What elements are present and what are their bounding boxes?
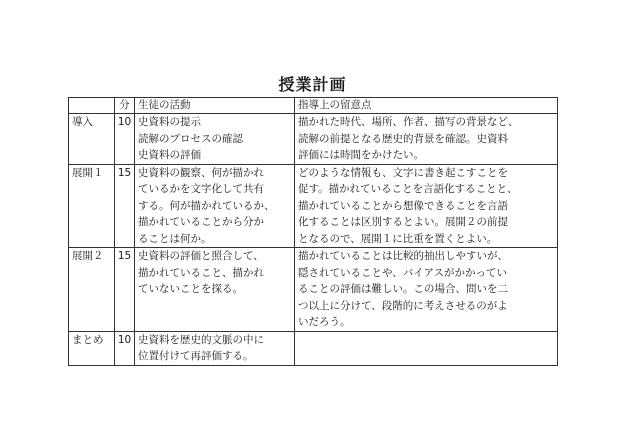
notes-line: 化することは区別するとよい。展開２の前提 bbox=[298, 216, 508, 228]
notes-line: 描かれていることは比較的抽出しやすいが、 bbox=[298, 250, 508, 262]
header-activity: 生徒の活動 bbox=[135, 98, 295, 114]
activity-line: 位置付けて再評価する。 bbox=[138, 350, 254, 362]
activity-line: 史資料の提示 bbox=[138, 116, 201, 128]
notes-line: となるので、展開１に比重を置くとよい。 bbox=[298, 232, 498, 245]
notes-line: つ以上に分けて、段階的に考えさせるのがよ bbox=[298, 299, 508, 312]
notes-line: 読解の前提となる歴史的背景を確認。史資料 bbox=[298, 132, 508, 145]
notes-line: いだろう。 bbox=[298, 316, 351, 328]
activity-cell bbox=[135, 331, 295, 365]
activity-line: 描かれていることから分か bbox=[138, 216, 264, 228]
notes-cell bbox=[295, 331, 558, 365]
activity-line: 史資料の観察、何が描かれ bbox=[138, 166, 264, 179]
activity-line: する。何が描かれているか、 bbox=[138, 199, 275, 212]
notes-cell bbox=[295, 114, 558, 165]
activity-line: 史資料を歴史的文脈の中に bbox=[138, 333, 264, 346]
minutes-cell: 15 bbox=[115, 164, 135, 248]
activity-line: 史資料の評価と照合して、 bbox=[138, 250, 264, 262]
activity-line: 描かれていること、描かれ bbox=[138, 266, 264, 279]
notes-line: 評価には時間をかけたい。 bbox=[298, 149, 424, 161]
header-minutes: 分 bbox=[115, 98, 135, 114]
stage-cell: まとめ bbox=[69, 331, 115, 365]
notes-line: 隠されていることや、バイアスがかかってい bbox=[298, 266, 508, 279]
lesson-plan-table bbox=[68, 97, 558, 366]
notes-cell bbox=[295, 248, 558, 332]
activity-line: 読解のプロセスの確認 bbox=[138, 132, 243, 145]
notes-line: 描かれていることから想像できることを言語 bbox=[298, 199, 508, 212]
stage-cell: 展開１ bbox=[69, 164, 115, 248]
stage-cell: 導入 bbox=[69, 114, 115, 165]
notes-line: ることの評価は難しい。この場合、問いを二 bbox=[298, 283, 508, 295]
minutes-cell: 10 bbox=[115, 114, 135, 165]
activity-line: ることは何か。 bbox=[138, 232, 212, 245]
activity-cell bbox=[135, 114, 295, 165]
stage-cell: 展開２ bbox=[69, 248, 115, 332]
activity-line: 史資料の評価 bbox=[138, 149, 201, 161]
notes-line: どのような情報も、文字に書き起こすことを bbox=[298, 166, 508, 179]
table-row bbox=[69, 164, 558, 248]
minutes-cell: 15 bbox=[115, 248, 135, 332]
minutes-cell: 10 bbox=[115, 331, 135, 365]
header-notes: 指導上の留意点 bbox=[295, 98, 558, 114]
activity-line: ているかを文字化して共有 bbox=[138, 183, 264, 195]
notes-line: 描かれた時代、場所、作者、描写の背景など、 bbox=[298, 116, 519, 128]
table-row bbox=[69, 114, 558, 165]
notes-line: 促す。描かれていることを言語化することと、 bbox=[298, 183, 518, 195]
page-title: 授業計画 bbox=[278, 75, 347, 94]
header-stage bbox=[69, 98, 115, 114]
activity-cell bbox=[135, 164, 295, 248]
table-row bbox=[69, 331, 558, 365]
table-header-row bbox=[69, 98, 558, 114]
notes-cell bbox=[295, 164, 558, 248]
activity-line: ていないことを探る。 bbox=[138, 283, 243, 295]
activity-cell bbox=[135, 248, 295, 332]
table-row bbox=[69, 248, 558, 332]
